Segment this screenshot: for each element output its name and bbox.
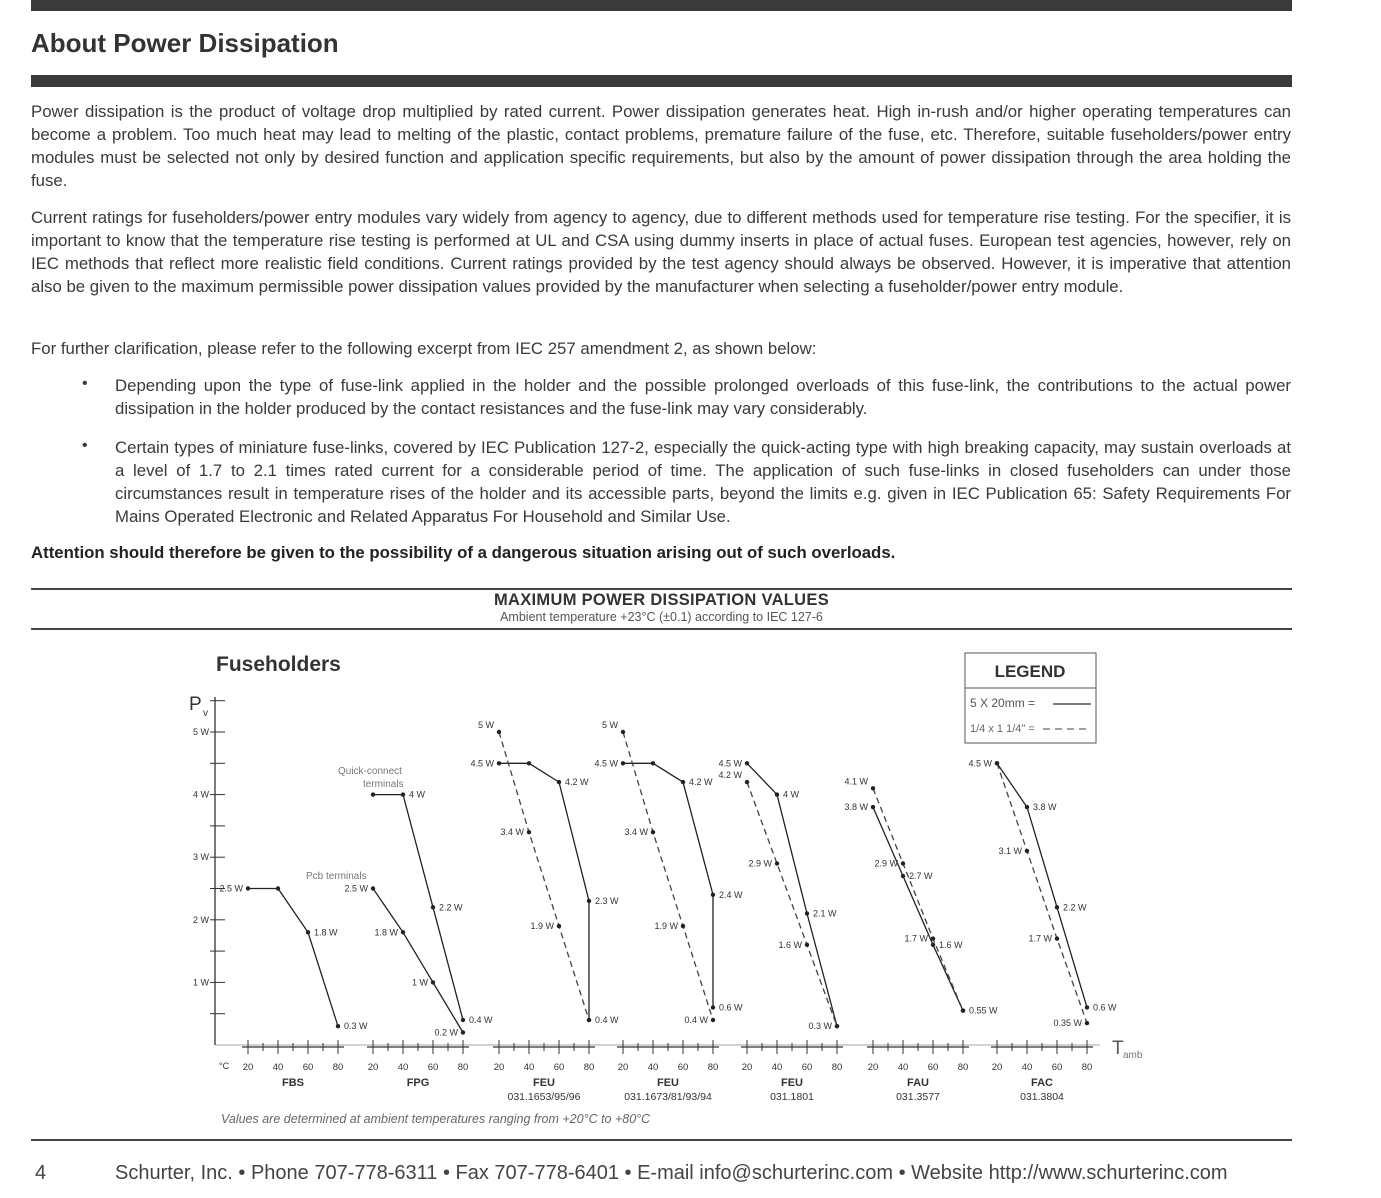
data-point xyxy=(745,780,749,784)
data-point xyxy=(931,936,935,940)
data-point xyxy=(871,805,875,809)
data-point xyxy=(1055,905,1059,909)
panel-name: FAC xyxy=(1031,1077,1053,1089)
data-label: 1.7 W xyxy=(1028,933,1052,944)
data-point xyxy=(931,943,935,947)
data-point xyxy=(871,786,875,790)
panel-code: 031.1801 xyxy=(770,1091,814,1103)
data-label: 3.4 W xyxy=(500,827,524,838)
x-axis-label xyxy=(1112,1038,1143,1061)
x-tick-label: 20 xyxy=(242,1062,254,1073)
data-point xyxy=(336,1024,340,1028)
y-tick-label: 4 W xyxy=(192,789,209,800)
x-tick-label: 40 xyxy=(647,1062,659,1073)
series-line-solid xyxy=(499,763,589,1020)
series-line-dashed xyxy=(499,732,589,1020)
x-tick-label: 40 xyxy=(523,1062,535,1073)
data-label: 2.2 W xyxy=(439,902,463,913)
x-tick-label: 40 xyxy=(397,1062,409,1073)
panel-name: FEU xyxy=(657,1077,679,1089)
bullet-dot-2: • xyxy=(82,437,88,454)
footer-rule xyxy=(31,1139,1292,1141)
x-tick-label: 20 xyxy=(617,1062,629,1073)
data-point xyxy=(431,905,435,909)
data-label: 3.4 W xyxy=(624,827,648,838)
footer-contact: Schurter, Inc. • Phone 707-778-6311 • Fax 707-778-6401 • E-mail info@schurterinc.com • Website http://www.schurterinc.com xyxy=(115,1162,1228,1184)
series-line-solid xyxy=(623,763,713,1007)
data-label: 2.7 W xyxy=(909,870,933,881)
data-label: 2.3 W xyxy=(595,896,619,907)
chart-footnote: Values are determined at ambient temperatures ranging from +20°C to +80°C xyxy=(221,1112,651,1126)
data-point xyxy=(587,1018,591,1022)
data-point xyxy=(745,761,749,765)
data-point xyxy=(835,1024,839,1028)
paragraph-1: Power dissipation is the product of voltage drop multiplied by rated current. Power dissipation generates heat. High in-rush and/or higher operating temperatures can become a problem. Too much heat may lead to melting of the plastic, contact problems, premature failure of the fuse, etc. Therefore, suitable fuseholders/power entry modules must be selected not only by desired function and application specific requirements, but also by the amount of power dissipation through the area holding the fuse. xyxy=(31,102,1291,190)
page-title: About Power Dissipation xyxy=(31,28,339,58)
y-axis-label-main: P xyxy=(189,694,202,715)
x-tick-label: 80 xyxy=(1081,1062,1093,1073)
data-point xyxy=(1085,1005,1089,1009)
data-label: 4 W xyxy=(409,789,426,800)
data-point xyxy=(711,1005,715,1009)
data-label: 1.6 W xyxy=(778,939,802,950)
chart-header-title: MAXIMUM POWER DISSIPATION VALUES xyxy=(493,591,830,609)
series-line-dashed xyxy=(873,788,963,1010)
x-tick-label: 20 xyxy=(367,1062,379,1073)
y-tick-label: 5 W xyxy=(192,727,209,737)
data-point xyxy=(1085,1021,1089,1025)
panel-code: 031.1653/95/96 xyxy=(507,1091,581,1103)
x-axis-label-sub: amb xyxy=(1123,1050,1143,1061)
data-point xyxy=(681,924,685,928)
series-line-solid xyxy=(248,889,338,1027)
data-label: 0.35 W xyxy=(1053,1018,1082,1029)
data-label: 4.5 W xyxy=(968,758,992,769)
data-label: 0.4 W xyxy=(684,1014,708,1025)
series-line-dashed xyxy=(623,732,713,1020)
data-label: 0.3 W xyxy=(344,1021,368,1032)
paragraph-2: Current ratings for fuseholders/power entry modules vary widely from agency to agency, due to different methods used for temperature rise testing. For the specifier, it is important to know that the temperature rise testing is performed at UL and CSA using dummy inserts in place of actual fuses. European test agencies, however, rely on IEC methods that reflect more realistic field conditions. Current ratings provided by the test agency should always be observed. However, it is imperative that attention also be given to the maximum permissible power dissipation values provided by the manufacturer when selecting a fuseholder/power entry module. xyxy=(31,208,1291,296)
data-point xyxy=(371,792,375,796)
data-label: 4.1 W xyxy=(844,776,868,787)
data-point xyxy=(587,899,591,903)
data-label: 1.7 W xyxy=(904,933,928,944)
data-point xyxy=(306,930,310,934)
x-tick-label: 40 xyxy=(1021,1062,1033,1073)
data-label: 1 W xyxy=(411,977,428,988)
y-axis-label-sub: v xyxy=(203,708,208,719)
x-tick-label: 20 xyxy=(741,1062,753,1073)
data-point xyxy=(1055,936,1059,940)
series-line-dashed xyxy=(747,782,837,1026)
data-label: 0.3 W xyxy=(808,1021,832,1032)
data-point xyxy=(805,911,809,915)
x-tick-label: 60 xyxy=(927,1062,939,1073)
y-tick-label: 3 W xyxy=(192,852,209,863)
data-label: 4.5 W xyxy=(470,758,494,769)
y-axis-label xyxy=(189,694,208,719)
data-point xyxy=(621,730,625,734)
data-label: 0.6 W xyxy=(1093,1002,1117,1013)
data-point xyxy=(651,830,655,834)
data-point xyxy=(901,861,905,865)
panel-code: 031.3577 xyxy=(896,1091,940,1103)
data-label: 0.55 W xyxy=(969,1005,998,1016)
panel-name: FAU xyxy=(907,1077,929,1089)
data-label: 2.9 W xyxy=(748,858,772,869)
data-label: 3.8 W xyxy=(844,802,868,813)
data-label: 2.2 W xyxy=(1063,902,1087,913)
attention-note: Attention should therefore be given to the possibility of a dangerous situation arising out of such overloads. xyxy=(31,543,896,562)
data-label: 0.2 W xyxy=(434,1027,458,1038)
data-label: 1.8 W xyxy=(314,927,338,938)
axes-layer xyxy=(193,697,1100,1103)
x-tick-label: 20 xyxy=(991,1062,1003,1073)
x-tick-label: 60 xyxy=(801,1062,813,1073)
data-point xyxy=(961,1008,965,1012)
panel-code: 031.1673/81/93/94 xyxy=(624,1091,712,1103)
data-label: 1.8 W xyxy=(374,927,398,938)
panel-name: FEU xyxy=(781,1077,803,1089)
data-label: 4 W xyxy=(783,789,800,800)
data-point xyxy=(651,761,655,765)
data-label: 5 W xyxy=(477,720,494,730)
legend-box xyxy=(965,653,1096,743)
data-point xyxy=(711,893,715,897)
data-label: 0.6 W xyxy=(719,1002,743,1013)
page-number: 4 xyxy=(35,1162,47,1184)
data-label: 5 W xyxy=(601,720,618,730)
data-point xyxy=(805,943,809,947)
x-tick-label: 80 xyxy=(957,1062,969,1073)
data-point xyxy=(775,792,779,796)
annotation-pcb-terminals: Pcb terminals xyxy=(306,871,367,882)
data-point xyxy=(497,761,501,765)
x-tick-label: 60 xyxy=(553,1062,565,1073)
y-tick-label: 2 W xyxy=(192,914,209,925)
panel-name: FEU xyxy=(533,1077,555,1089)
x-tick-label: 80 xyxy=(707,1062,719,1073)
data-label: 4.2 W xyxy=(565,777,589,788)
x-tick-label: 20 xyxy=(867,1062,879,1073)
annotation-quick-connect xyxy=(338,766,404,790)
data-label: 4.5 W xyxy=(594,758,618,769)
annotation-quick-connect-line2: terminals xyxy=(363,779,404,790)
data-point xyxy=(995,761,999,765)
data-label: 3.8 W xyxy=(1033,802,1057,813)
x-tick-label: 40 xyxy=(771,1062,783,1073)
data-point xyxy=(527,830,531,834)
panel-name: FBS xyxy=(282,1077,304,1089)
x-tick-label: 80 xyxy=(583,1062,595,1073)
data-point xyxy=(621,761,625,765)
data-label: 4.2 W xyxy=(718,770,742,781)
data-label: 0.4 W xyxy=(595,1014,619,1025)
data-point xyxy=(557,780,561,784)
data-point xyxy=(401,930,405,934)
legend-title: LEGEND xyxy=(994,662,1066,681)
unit-label: °C xyxy=(219,1061,230,1071)
data-point xyxy=(497,730,501,734)
data-label: 1.9 W xyxy=(530,921,554,932)
x-tick-label: 60 xyxy=(677,1062,689,1073)
legend-solid-label: 5 X 20mm = xyxy=(970,696,1036,710)
data-point xyxy=(246,886,250,890)
x-tick-label: 60 xyxy=(1051,1062,1063,1073)
x-tick-label: 60 xyxy=(427,1062,439,1073)
data-point xyxy=(711,1018,715,1022)
data-label: 2.5 W xyxy=(219,883,243,894)
chart-header-subtitle: Ambient temperature +23°C (±0.1) according to IEC 127-6 xyxy=(500,610,823,624)
x-tick-label: 80 xyxy=(457,1062,469,1073)
data-point xyxy=(276,886,280,890)
x-tick-label: 60 xyxy=(302,1062,314,1073)
series-line-solid xyxy=(747,763,837,1026)
paragraph-3: For further clarification, please refer to the following excerpt from IEC 257 amendment 2, as shown below: xyxy=(31,339,817,358)
bullet-dot-1: • xyxy=(82,375,88,392)
data-label: 2.1 W xyxy=(813,908,837,919)
bullet-1: Depending upon the type of fuse-link applied in the holder and the possible prolonged overloads of this fuse-link, the contributions to the actual power dissipation in the holder produced by the contact resistances and the fuse-link may vary considerably. xyxy=(115,376,1291,418)
x-tick-label: 80 xyxy=(831,1062,843,1073)
data-label: 1.9 W xyxy=(654,921,678,932)
data-point xyxy=(527,761,531,765)
data-label: 4.5 W xyxy=(718,758,742,769)
data-label: 2.9 W xyxy=(874,858,898,869)
chart-title: Fuseholders xyxy=(216,653,341,676)
data-label: 2.4 W xyxy=(719,889,743,900)
series-line-solid xyxy=(997,763,1087,1007)
annotation-quick-connect-line1: Quick-connect xyxy=(338,766,402,777)
data-point xyxy=(371,886,375,890)
data-point xyxy=(775,861,779,865)
legend-dashed-label: 1/4 x 1 1/4" = xyxy=(970,723,1035,735)
panel-name: FPG xyxy=(406,1077,430,1089)
x-tick-label: 80 xyxy=(332,1062,344,1073)
x-tick-label: 40 xyxy=(897,1062,909,1073)
data-point xyxy=(557,924,561,928)
data-label: 0.4 W xyxy=(469,1014,493,1025)
data-label: 3.1 W xyxy=(998,845,1022,856)
panel-code: 031.3804 xyxy=(1020,1091,1064,1103)
data-point xyxy=(461,1018,465,1022)
data-label: 1.6 W xyxy=(939,939,963,950)
x-axis-label-main: T xyxy=(1112,1038,1124,1059)
bullet-2: Certain types of miniature fuse-links, covered by IEC Publication 127-2, especially the quick-acting type with high breaking capacity, may sustain overloads at a level of 1.7 to 2.1 times rated current for a considerable period of time. The application of such fuse-links in closed fuseholders can under those circumstances result in temperature rises of the holder and its accessible parts, beyond the limits e.g. given in IEC Publication 65: Safety Requirements For Mains Operated Electronic and Related Apparatus For Household and Similar Use. xyxy=(115,438,1291,526)
data-point xyxy=(1025,805,1029,809)
x-tick-label: 20 xyxy=(493,1062,505,1073)
data-point xyxy=(681,780,685,784)
data-point xyxy=(461,1030,465,1034)
data-label: 2.5 W xyxy=(344,883,368,894)
data-point xyxy=(431,980,435,984)
data-point xyxy=(1025,849,1029,853)
data-point xyxy=(901,874,905,878)
data-label: 4.2 W xyxy=(689,777,713,788)
y-tick-label: 1 W xyxy=(192,977,209,988)
series-line-solid xyxy=(873,807,963,1011)
x-tick-label: 40 xyxy=(272,1062,284,1073)
data-point xyxy=(401,792,405,796)
